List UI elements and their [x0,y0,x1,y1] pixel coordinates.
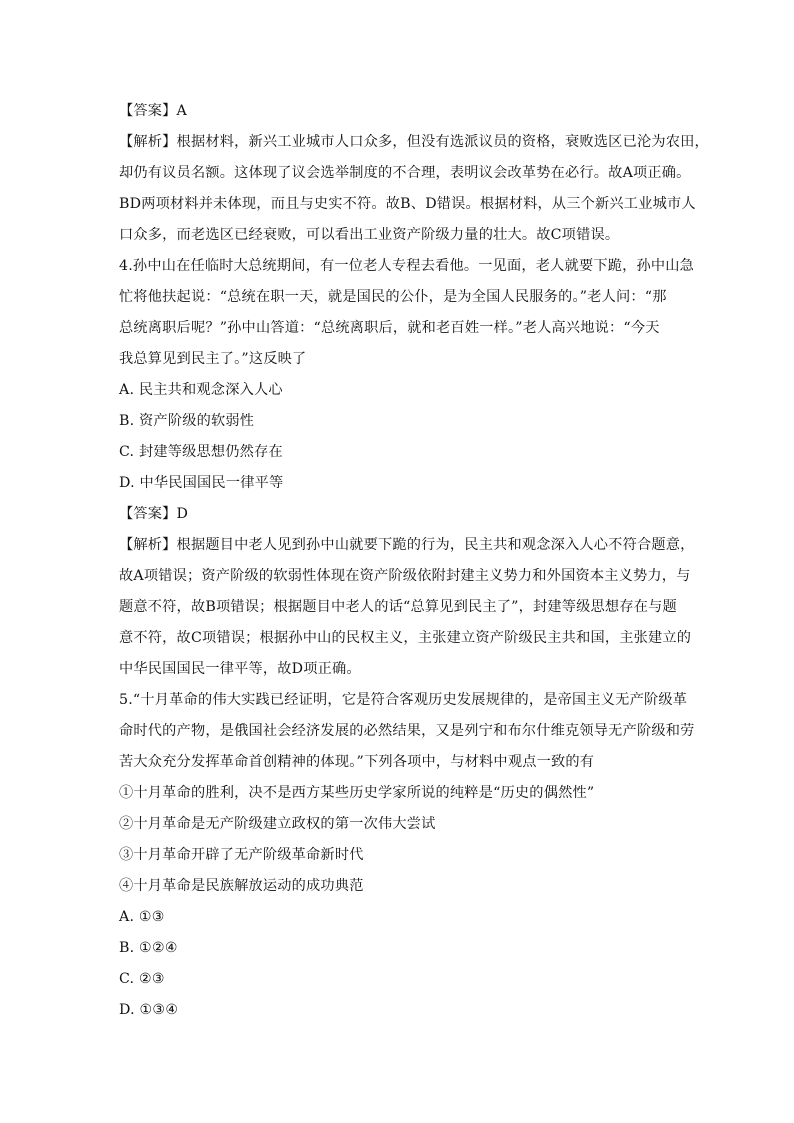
q4-stem-line: 4.孙中山在任临时大总统期间，有一位老人专程去看他。一见面，老人就要下跪，孙中山急 [119,258,695,274]
q5-statement-1: ①十月革命的胜利，决不是西方某些历史学家所说的纯粹是“历史的偶然性” [119,785,595,801]
q5-stem-line: 命时代的产物，是俄国社会经济发展的必然结果，又是列宁和布尔什维克领导无产阶级和劳 [119,723,695,739]
q4-analysis-line: 【解析】根据题目中老人见到孙中山就要下跪的行为，民主共和观念深入人心不符合题意， [119,537,695,553]
q5-option-a: A. ①③ [119,909,165,925]
q5-statement-4: ④十月革命是民族解放运动的成功典范 [119,878,364,894]
q4-stem [119,251,695,375]
q3-answer: 【答案】A [119,103,187,119]
q4-option-c: C. 封建等级思想仍然存在 [119,444,283,460]
document-page [119,96,709,1026]
q4-analysis-line: 中华民国国民一律平等，故D项正确。 [119,661,361,677]
q4-analysis [119,530,695,685]
q4-option-b: B. 资产阶级的软弱性 [119,413,255,429]
q3-analysis-line: 【解析】根据材料，新兴工业城市人口众多，但没有选派议员的资格，衰败选区已沦为农田， [119,134,709,150]
q3-analysis [119,127,709,251]
q3-analysis-line: BD两项材料并未体现，而且与史实不符。故B、D错误。根据材料，从三个新兴工业城市人 [119,196,696,212]
q4-stem-line: 总统离职后呢？”孙中山答道：“总统离职后，就和老百姓一样。”老人高兴地说：“今天 [119,320,660,336]
q5-stem-line: 苦大众充分发挥革命首创精神的体现。”下列各项中，与材料中观点一致的有 [119,754,595,770]
q4-analysis-line: 意不符，故C项错误；根据孙中山的民权主义，主张建立资产阶级民主共和国，主张建立的 [119,630,692,646]
q5-statement-2: ②十月革命是无产阶级建立政权的第一次伟大尝试 [119,816,436,832]
q4-analysis-line: 故A项错误；资产阶级的软弱性体现在资产阶级依附封建主义势力和外国资本主义势力，与 [119,568,691,584]
q5-option-b: B. ①②④ [119,940,178,956]
q3-analysis-line: 口众多，而老选区已经衰败，可以看出工业资产阶级力量的壮大。故C项错误。 [119,227,620,243]
q4-option-d: D. 中华民国国民一律平等 [119,475,284,491]
q4-stem-line: 我总算见到民主了。”这反映了 [119,351,307,367]
q5-stem [119,685,695,778]
q4-analysis-line: 题意不符，故B项错误；根据题目中老人的话“总算见到民主了”，封建等级思想存在与题 [119,599,677,615]
q4-stem-line: 忙将他扶起说：“总统在职一天，就是国民的公仆，是为全国人民服务的。”老人问：“那 [119,289,667,305]
q5-statement-3: ③十月革命开辟了无产阶级革命新时代 [119,847,364,863]
q3-analysis-line: 却仍有议员名额。这体现了议会选举制度的不合理，表明议会改革势在必行。故A项正确。 [119,165,691,181]
q5-option-c: C. ②③ [119,971,165,987]
q4-answer: 【答案】D [119,506,189,522]
q4-option-a: A. 民主共和观念深入人心 [119,382,283,398]
q5-option-d: D. ①③④ [119,1002,179,1018]
q5-stem-line: 5.“十月革命的伟大实践已经证明，它是符合客观历史发展规律的，是帝国主义无产阶级革 [119,692,688,708]
